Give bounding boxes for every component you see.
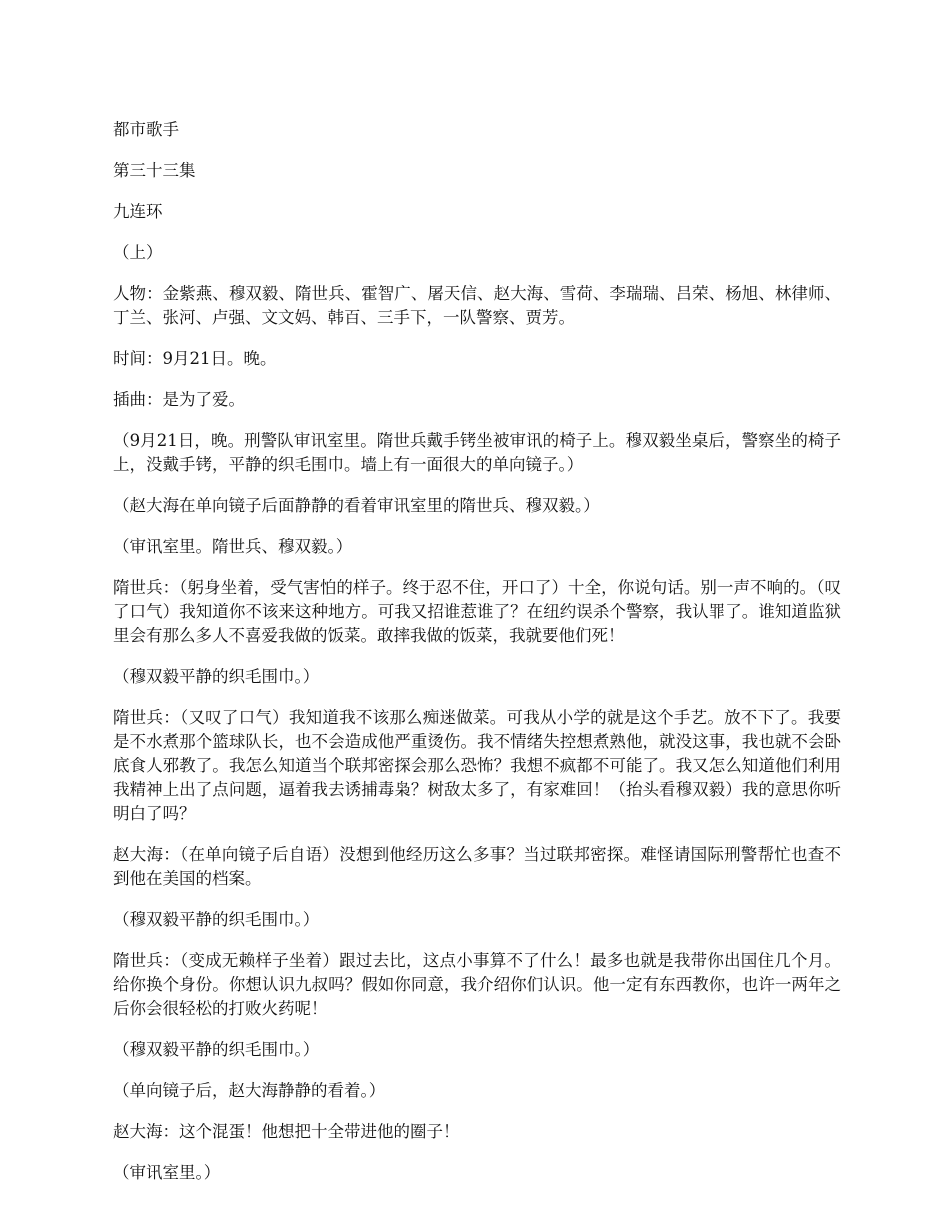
characters-list: 人物：金紫燕、穆双毅、隋世兵、霍智广、屠天信、赵大海、雪荷、李瑞瑞、吕荣、杨旭、林律师、丁兰、张河、卢强、文文妈、韩百、三手下，一队警察、贾芳。 bbox=[113, 284, 841, 327]
stage-direction: （穆双毅平静的织毛围巾。） bbox=[113, 1040, 320, 1059]
episode-number: 第三十三集 bbox=[113, 161, 196, 180]
song-line: 插曲：是为了爱。 bbox=[113, 390, 245, 409]
stage-direction: （审讯室里。） bbox=[113, 1163, 221, 1182]
dialogue-line: 隋世兵：（又叹了口气）我知道我不该那么痴迷做菜。可我从小学的就是这个手艺。放不下了。我要是不水煮那个篮球队长，也不会造成他严重烫伤。我不情绪失控想煮熟他，就没这事，我也就不会卧底食人邪教了。我怎么知道当个联邦密探会那么恐怖？我想不疯都不可能了。我又怎么知道他们利用我精神上出了点问题，逼着我去诱捕毒枭？树敌太多了，有家难回！（抬头看穆双毅）我的意思你听明白了吗？ bbox=[113, 708, 841, 823]
series-title: 都市歌手 bbox=[113, 120, 179, 139]
part-label: （上） bbox=[113, 243, 163, 262]
stage-direction: （穆双毅平静的织毛围巾。） bbox=[113, 667, 320, 686]
document-body bbox=[113, 118, 841, 1202]
time-line: 时间：9月21日。晚。 bbox=[113, 349, 277, 368]
stage-direction: （审讯室里。隋世兵、穆双毅。） bbox=[113, 537, 353, 556]
dialogue-line: 隋世兵：（躬身坐着，受气害怕的样子。终于忍不住，开口了）十全，你说句话。别一声不响的。（叹了口气）我知道你不该来这种地方。可我又招谁惹谁了？在纽约误杀个警察，我认罪了。谁知道监狱里会有那么多人不喜爱我做的饭菜。敢摔我做的饭菜，我就要他们死！ bbox=[113, 578, 841, 645]
stage-direction: （穆双毅平静的织毛围巾。） bbox=[113, 910, 320, 929]
stage-direction: （9月21日，晚。刑警队审讯室里。隋世兵戴手铐坐被审讯的椅子上。穆双毅坐桌后，警察坐的椅子上，没戴手铐，平静的织毛围巾。墙上有一面很大的单向镜子。） bbox=[113, 431, 841, 474]
stage-direction: （赵大海在单向镜子后面静静的看着审讯室里的隋世兵、穆双毅。） bbox=[113, 496, 600, 515]
dialogue-line: 赵大海：这个混蛋！他想把十全带进他的圈子！ bbox=[113, 1122, 460, 1141]
stage-direction: （单向镜子后，赵大海静静的看着。） bbox=[113, 1081, 386, 1100]
dialogue-line: 赵大海：（在单向镜子后自语）没想到他经历这么多事？当过联邦密探。难怪请国际刑警帮忙也查不到他在美国的档案。 bbox=[113, 845, 841, 888]
episode-title: 九连环 bbox=[113, 202, 163, 221]
dialogue-line: 隋世兵：（变成无赖样子坐着）跟过去比，这点小事算不了什么！最多也就是我带你出国住几个月。给你换个身份。你想认识九叔吗？假如你同意，我介绍你们认识。他一定有东西教你，也许一两年之后你会很轻松的打败火药呢！ bbox=[113, 951, 841, 1018]
